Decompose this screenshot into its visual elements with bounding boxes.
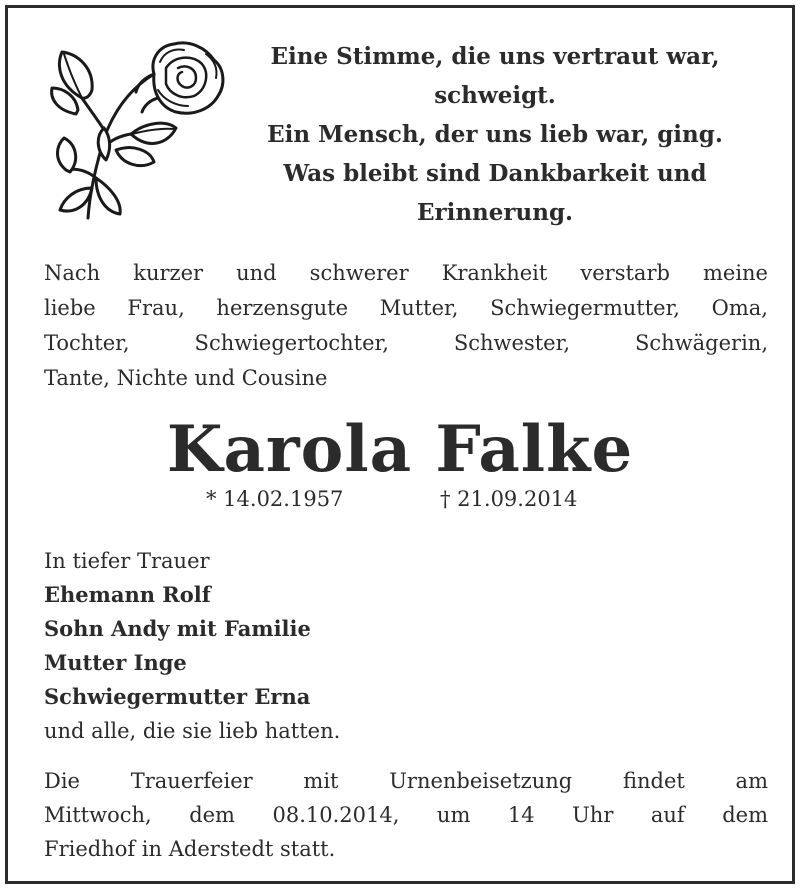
poem-line: Eine Stimme, die uns vertraut war, (270, 43, 720, 70)
funeral-details (44, 764, 768, 866)
deceased-name: Karola Falke (166, 412, 634, 487)
death-announcement (44, 256, 768, 396)
announcement-line: liebe Frau, herzensgute Mutter, Schwiegermutter, Oma, (44, 296, 768, 320)
mourner-name: Schwiegermutter Erna (44, 684, 311, 709)
poem-line: Was bleibt sind Dankbarkeit und (283, 160, 707, 187)
obituary-notice (5, 5, 795, 884)
announcement-line: Nach kurzer und schwerer Krankheit verstarb meine (44, 261, 768, 285)
poem-line: Ein Mensch, der uns lieb war, ging. (267, 121, 723, 148)
funeral-line: Die Trauerfeier mit Urnenbeisetzung findet am (44, 769, 768, 793)
funeral-line: Mittwoch, dem 08.10.2014, um 14 Uhr auf dem (44, 803, 768, 827)
death-date: † 21.09.2014 (440, 487, 578, 511)
mourners-closing: und alle, die sie lieb hatten. (44, 719, 341, 743)
announcement-line: Tochter, Schwiegertochter, Schwester, Schwägerin, (44, 331, 768, 355)
announcement-line: Tante, Nichte und Cousine (44, 366, 328, 390)
mourner-name: Ehemann Rolf (44, 582, 211, 607)
birth-date: * 14.02.1957 (206, 487, 344, 511)
poem-line: schweigt. (434, 82, 556, 109)
poem-line: Erinnerung. (416, 199, 574, 226)
mourners-list (44, 544, 340, 748)
rose-icon (46, 38, 236, 223)
mourner-name: Mutter Inge (44, 650, 187, 675)
mourner-name: Sohn Andy mit Familie (44, 616, 311, 641)
funeral-line: Friedhof in Aderstedt statt. (44, 837, 336, 861)
memorial-poem (236, 37, 754, 232)
mourners-heading: In tiefer Trauer (44, 549, 210, 573)
